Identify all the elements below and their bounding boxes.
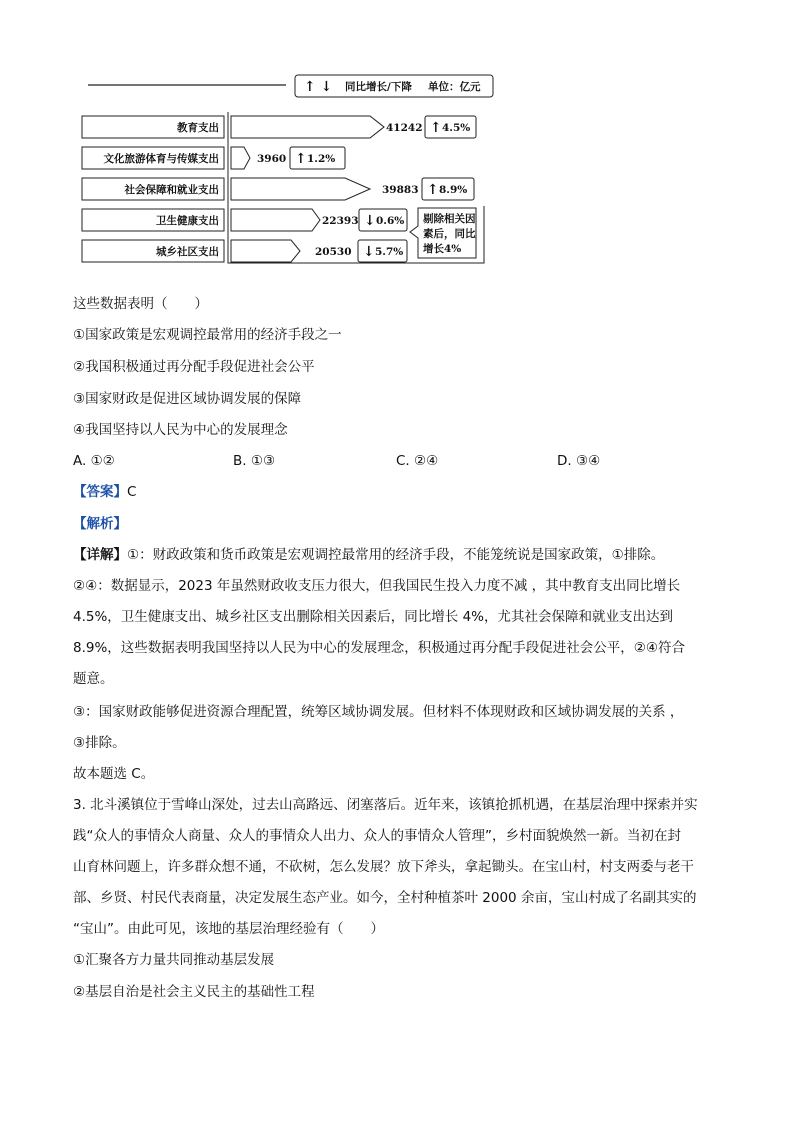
- legend-arrows: ↑ ↓: [304, 79, 333, 95]
- expenditure-figure: [0, 0, 794, 280]
- q3-line-1: 3. 北斗溪镇位于雪峰山深处，过去山高路远、闭塞落后。近年来，该镇抢抓机遇，在基层治理中探索并实: [73, 797, 698, 813]
- q3-item-2: ②基层自治是社会主义民主的基础性工程: [73, 984, 315, 1000]
- row-change-value: 8.9%: [439, 184, 468, 196]
- detail-line-6: ③：国家财政能够促进资源合理配置，统筹区域协调发展。但材料不体现财政和区域协调发展的关系 ，: [73, 704, 684, 720]
- figure-canvas: [0, 0, 794, 280]
- answer-tag: 【答案】: [73, 484, 127, 500]
- row-value: 3960: [257, 153, 287, 165]
- figure-rows: [82, 116, 476, 262]
- q2-item-1: ①国家政策是宏观调控最常用的经济手段之一: [73, 327, 342, 343]
- q2-item-3: ③国家财政是促进区域协调发展的保障: [73, 391, 302, 407]
- detail-line-1: [73, 545, 664, 565]
- analysis-tag: 【解析】: [73, 516, 127, 532]
- row-change-value: 0.6%: [376, 215, 405, 227]
- q2-item-2: ②我国积极通过再分配手段促进社会公平: [73, 359, 315, 375]
- row-arrow-bar: [231, 240, 300, 262]
- analysis-line: [73, 514, 127, 534]
- up-arrow-icon: ↑: [427, 182, 439, 198]
- row-value: 41242: [386, 122, 423, 134]
- row-change-value: 4.5%: [442, 122, 471, 134]
- q3-line-4: 部、乡贤、村民代表商量，决定发展生态产业。如今，全村种植茶叶 2000 余亩，宝山村成了名副其实的: [73, 890, 697, 906]
- option-a: A. ①②: [73, 453, 115, 469]
- q3-line-2: 践“众人的事情众人商量、众人的事情众人出力、众人的事情众人管理”，乡村面貌焕然一新。当初在封: [73, 828, 681, 844]
- row-value: 39883: [382, 184, 419, 196]
- q3-line-5: “宝山”。由此可见，该地的基层治理经验有（ ）: [73, 921, 384, 937]
- row-change-value: 1.2%: [307, 153, 336, 165]
- row-label: 社会保障和就业支出: [124, 184, 219, 196]
- legend-label: 同比增长/下降: [345, 81, 412, 93]
- option-b: B. ①③: [233, 453, 276, 469]
- detail-text-1: ①：财政政策和货币政策是宏观调控最常用的经济手段，不能笼统说是国家政策，①排除。: [127, 547, 665, 563]
- row-arrow-bar: [231, 209, 320, 231]
- up-arrow-icon: ↑: [430, 120, 442, 136]
- note-line-3: 增长4%: [423, 243, 462, 255]
- conclusion-line: 故本题选 C。: [73, 766, 155, 782]
- detail-tag: 【详解】: [73, 547, 127, 563]
- row-label: 卫生健康支出: [156, 215, 219, 227]
- detail-line-3: 4.5%，卫生健康支出、城乡社区支出删除相关因素后，同比增长 4%，尤其社会保障和就业支出达到: [73, 609, 674, 625]
- q2-stem: 这些数据表明（ ）: [73, 296, 208, 312]
- row-arrow-bar: [231, 147, 250, 169]
- detail-line-2: ②④：数据显示，2023 年虽然财政收支压力很大，但我国民生投入力度不减 ，其中教育支出同比增长: [73, 578, 681, 594]
- row-value: 20530: [315, 246, 352, 258]
- note-line-1: 剔除相关因: [423, 213, 476, 225]
- legend-unit: 单位：亿元: [428, 81, 481, 93]
- note-line-2: 素后，同比: [423, 228, 476, 240]
- detail-line-4: 8.9%，这些数据表明我国坚持以人民为中心的发展理念，积极通过再分配手段促进社会公平，②④符合: [73, 640, 686, 656]
- option-d: D. ③④: [557, 453, 601, 469]
- row-arrow-bar: [231, 178, 370, 200]
- q3-line-3: 山育林问题上，许多群众想不通，不砍树，怎么发展？放下斧头，拿起锄头。在宝山村，村支两委与老干: [73, 859, 694, 875]
- detail-line-7: ③排除。: [73, 735, 126, 751]
- row-change-value: 5.7%: [375, 246, 404, 258]
- row-label: 教育支出: [177, 122, 219, 134]
- q3-item-1: ①汇聚各方力量共同推动基层发展: [73, 952, 275, 968]
- option-c: C. ②④: [396, 453, 439, 469]
- answer-line: [73, 482, 136, 502]
- detail-line-5: 题意。: [73, 671, 114, 687]
- down-arrow-icon: ↓: [364, 213, 376, 229]
- up-arrow-icon: ↑: [295, 151, 307, 167]
- q2-item-4: ④我国坚持以人民为中心的发展理念: [73, 422, 288, 438]
- row-label: 文化旅游体育与传媒支出: [103, 153, 219, 165]
- row-arrow-bar: [231, 116, 384, 138]
- row-value: 22393: [322, 215, 359, 227]
- row-label: 城乡社区支出: [156, 246, 219, 258]
- down-arrow-icon: ↓: [363, 244, 375, 260]
- answer-value: C: [127, 484, 137, 500]
